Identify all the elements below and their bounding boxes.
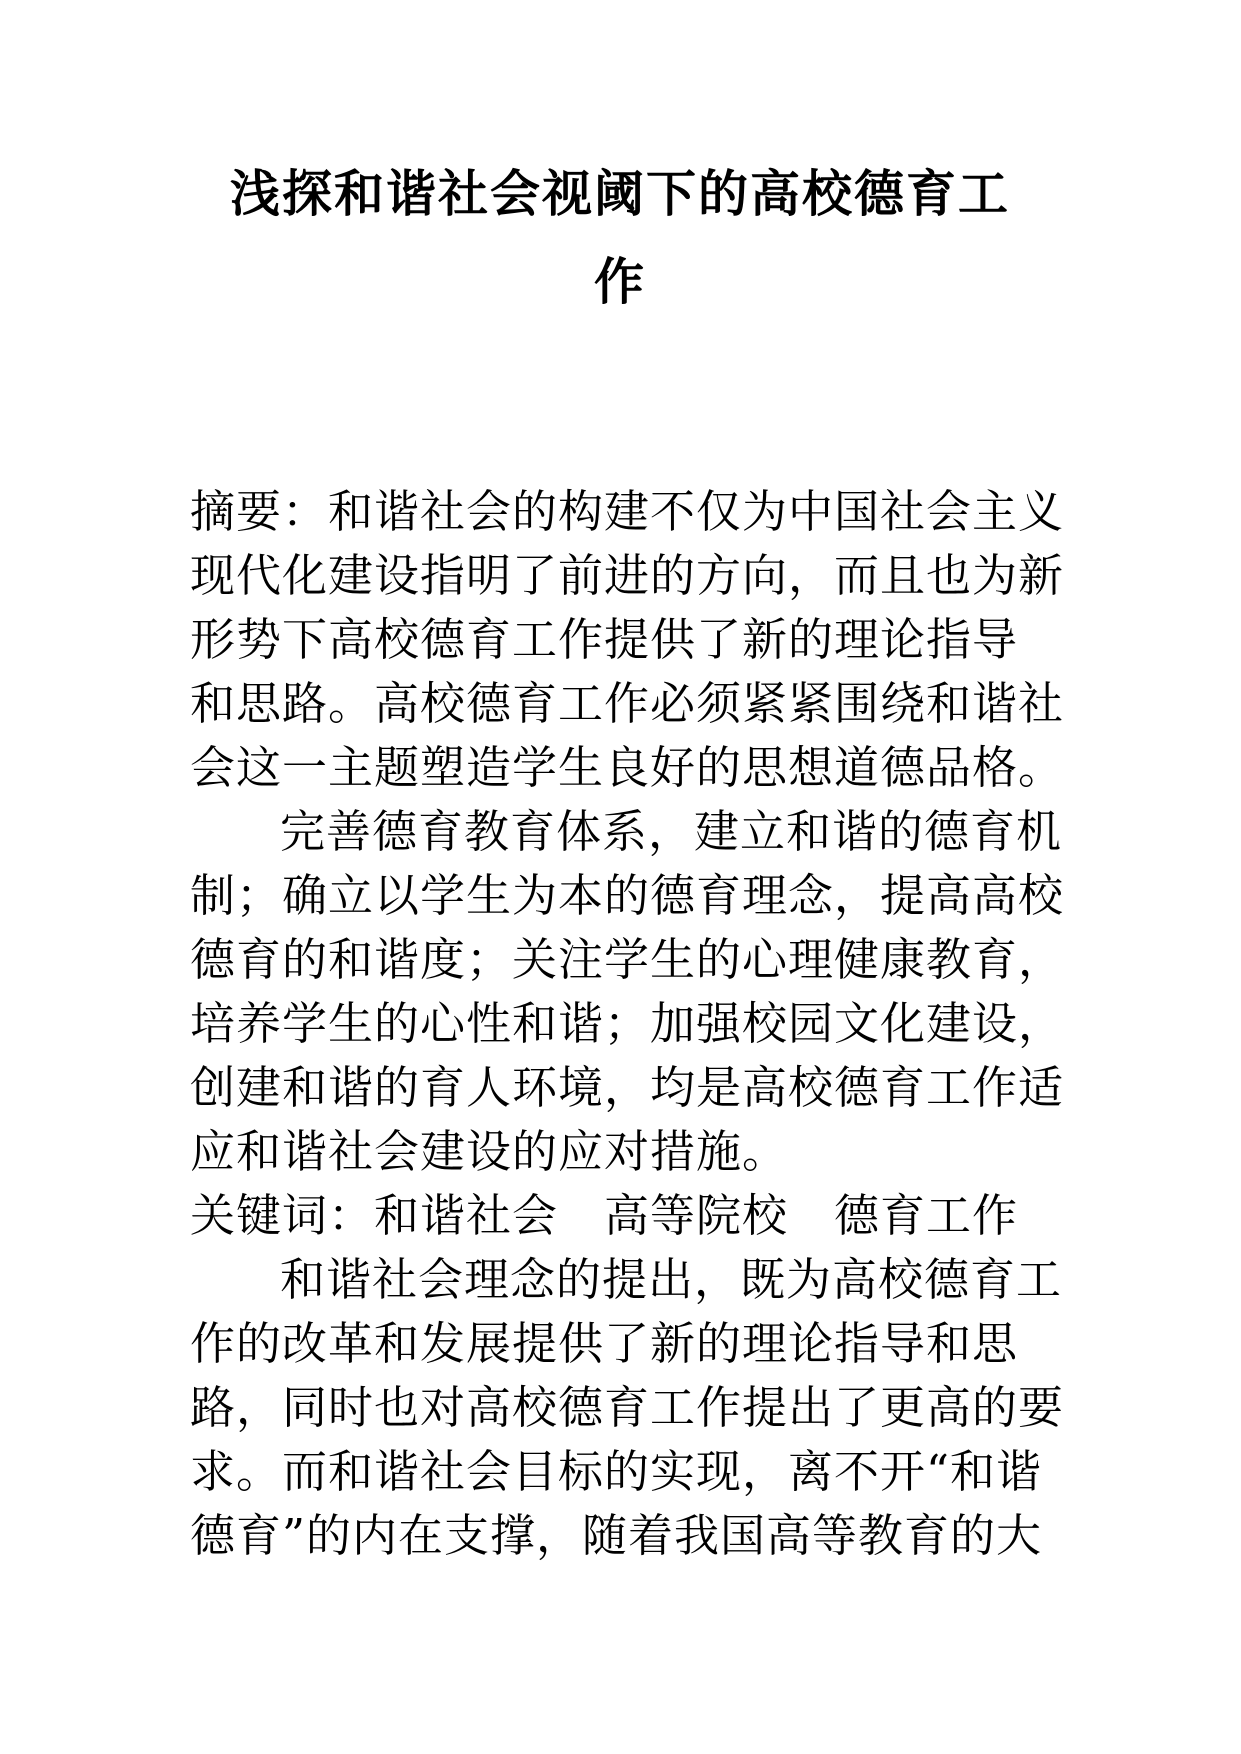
abstract-line: 和思路。高校德育工作必须紧紧围绕和谐社 (190, 677, 1065, 730)
abstract-line: 现代化建设指明了前进的方向，而且也为新 (190, 549, 1065, 602)
body-line: 德育”的内在支撑，随着我国高等教育的大 (190, 1509, 1043, 1562)
body-line: 路，同时也对高校德育工作提出了更高的要 (190, 1381, 1065, 1434)
abstract-line: 德育的和谐度；关注学生的心理健康教育， (190, 933, 1065, 986)
abstract-line: 培养学生的心性和谐；加强校园文化建设， (190, 997, 1065, 1050)
abstract-line: 摘要：和谐社会的构建不仅为中国社会主义 (190, 485, 1065, 538)
keyword: 德育工作 (834, 1189, 1019, 1242)
abstract-line: 创建和谐的育人环境，均是高校德育工作适 (190, 1061, 1065, 1114)
document-body (190, 480, 1065, 1568)
keyword: 和谐社会 (374, 1189, 559, 1242)
abstract-line: 制；确立以学生为本的德育理念，提高高校 (190, 869, 1065, 922)
keywords-label: 关键词： (190, 1189, 375, 1242)
abstract-paragraph (190, 480, 1065, 1184)
keywords-line (190, 1184, 1060, 1248)
keyword: 高等院校 (604, 1189, 789, 1242)
abstract-line: 完善德育教育体系，建立和谐的德育机 (280, 805, 1063, 858)
body-line: 求。而和谐社会目标的实现，离不开“和谐 (190, 1445, 1043, 1498)
document-title (190, 150, 1050, 326)
body-paragraph (190, 1248, 1065, 1568)
abstract-line: 会这一主题塑造学生良好的思想道德品格。 (190, 741, 1065, 794)
body-line: 作的改革和发展提供了新的理论指导和思 (190, 1317, 1019, 1370)
title-line-2: 作 (594, 252, 646, 311)
body-line: 和谐社会理念的提出，既为高校德育工 (280, 1253, 1063, 1306)
abstract-line: 形势下高校德育工作提供了新的理论指导 (190, 613, 1019, 666)
abstract-line: 应和谐社会建设的应对措施。 (190, 1125, 789, 1178)
title-line-1: 浅探和谐社会视阈下的高校德育工 (230, 164, 1010, 223)
